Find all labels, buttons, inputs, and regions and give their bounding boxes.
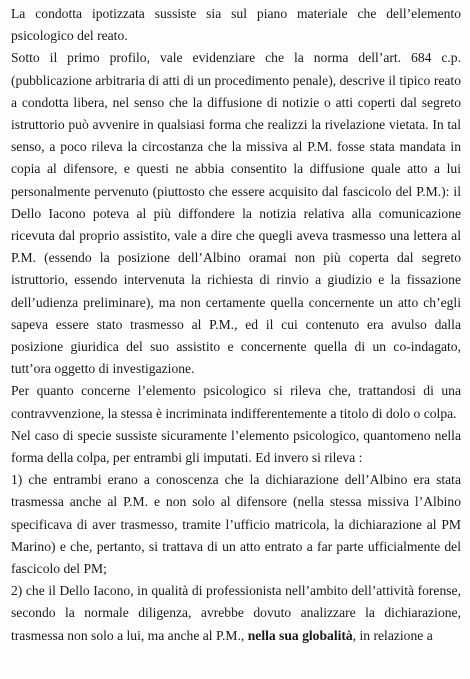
document-body xyxy=(11,3,461,647)
point-2-trailing-text: , in relazione a xyxy=(352,627,433,643)
paragraph-material-element: Sotto il primo profilo, vale evidenziare che la norma dell’art. 684 c.p. (pubblicazione arbitraria di atti di un procedimento penale), descrive il tipico reato a condotta libera, nel senso che la diffusione di notizie o atti coperti dal segreto istruttorio può avvenire in qualsiasi forma che realizzi la rivelazione vietata. In tal senso, a poco rileva la circostanza che la missiva al P.M. fosse stata mandata in copia al difensore, e questi ne abbia consentito la diffusione quale atto a lui personalmente pervenuto (piuttosto che essere acquisito dal fascicolo del P.M.): il Dello Iacono poteva al più diffondere la notizia relativa alla comunicazione ricevuta dal proprio assistito, vale a dire che quegli aveva trasmesso una lettera al P.M. (essendo la posizione dell’Albino oramai non più coperta dal segreto istruttorio, essendo intervenuta la richiesta di rinvio a giudizio e la fissazione dell’udienza preliminare), ma non certamente quella concernente un atto ch’egli sapeva essere stato trasmesso al P.M., ed il cui contenuto era avulso dalla posizione giuridica del suo assistito e concernente quella di un co-indagato, tutt’ora oggetto di investigazione. xyxy=(11,50,461,377)
paragraph-point-2 xyxy=(11,580,461,647)
paragraph-point-1: 1) che entrambi erano a conoscenza che la dichiarazione dell’Albino era stata trasmessa anche al P.M. e non solo al difensore (nella stessa missiva l’Albino specificava di aver trasmesso, tramite l’ufficio matricola, la dichiarazione al PM Marino) e che, pertanto, si trattava di un atto entrato a far parte ufficialmente del fascicolo del PM; xyxy=(11,472,461,577)
point-2-bold-text: nella sua globalità xyxy=(247,627,353,643)
paragraph-psychological-element: Per quanto concerne l’elemento psicologico si rileva che, trattandosi di una contravvenzione, la stessa è incriminata indifferentemente a titolo di dolo o colpa. xyxy=(11,383,461,421)
paragraph-negligence: Nel caso di specie sussiste sicuramente l’elemento psicologico, quantomeno nella forma della colpa, per entrambi gli imputati. Ed invero si rileva : xyxy=(11,427,461,466)
point-2-text: 2) che il Dello Iacono, in qualità di professionista nell’ambito dell’attività forense, secondo la normale diligenza, avrebbe dovuto analizzare la dichiarazione, trasmessa non solo a lui, ma anche al P.M., xyxy=(11,583,461,643)
paragraph-intro: La condotta ipotizzata sussiste sia sul piano materiale che dell’elemento psicologico del reato. xyxy=(11,6,461,44)
